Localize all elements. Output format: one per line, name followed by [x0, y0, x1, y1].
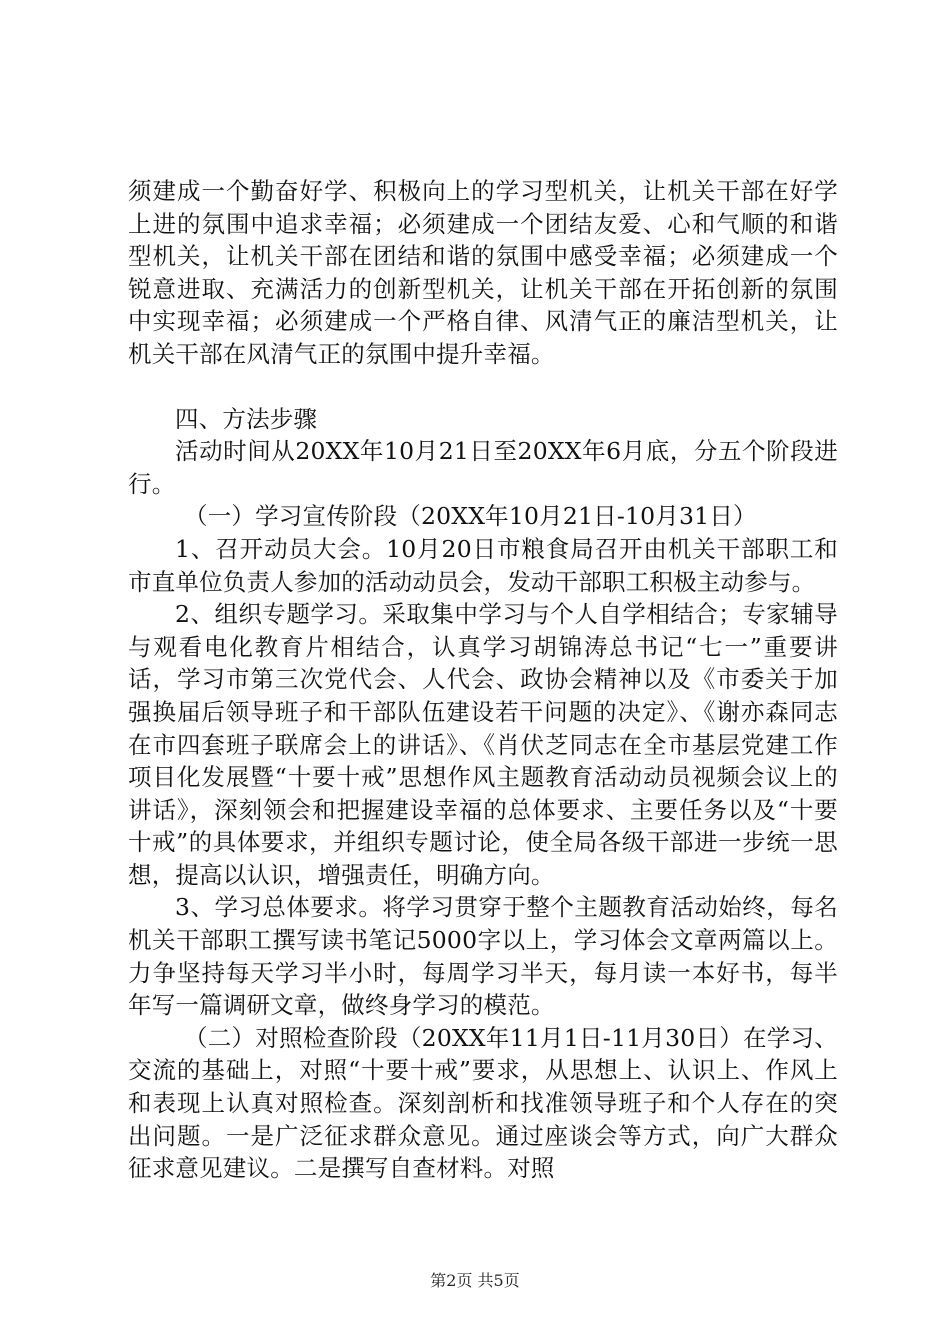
paragraph-study-requirements: 3、学习总体要求。将学习贯穿于整个主题教育活动始终，每名机关干部职工撰写读书笔记5000字以上，学习体会文章两篇以上。力争坚持每天学习半小时，每周学习半天，每月读一本好书，每半年写一篇调研文章，做终身学习的模范。: [128, 893, 838, 1020]
document-body: [128, 175, 838, 1185]
paragraph-self-check-phase: （二）对照检查阶段（20XX年11月1日-11月30日）在学习、交流的基础上，对照“十要十戒”要求，从思想上、认识上、作风上和表现上认真对照检查。深刻剖析和找准领导班子和个人存在的突出问题。一是广泛征求群众意见。通过座谈会等方式，向广大群众征求意见建议。二是撰写自查材料。对照: [128, 1023, 838, 1183]
subheading-study-phase: （一）学习宣传阶段（20XX年10月21日-10月31日）: [184, 502, 757, 531]
paragraph-mobilization-meeting: 1、召开动员大会。10月20日市粮食局召开由机关干部职工和市直单位负责人参加的活动动员会，发动干部职工积极主动参与。: [128, 534, 838, 596]
paragraph-activity-time: 活动时间从20XX年10月21日至20XX年6月底，分五个阶段进行。: [128, 437, 838, 498]
page-footer: 第2页 共5页: [430, 1271, 520, 1290]
paragraph-special-study: 2、组织专题学习。采取集中学习与个人自学相结合；专家辅导与观看电化教育片相结合，认真学习胡锦涛总书记“七一”重要讲话，学习市第三次党代会、人代会、政协会精神以及《市委关于加强换届后领导班子和干部队伍建设若干问题的决定》、《谢亦森同志在市四套班子联席会上的讲话》、《肖伏芝同志在全市基层党建工作项目化发展暨“十要十戒”思想作风主题教育活动动员视频会议上的讲话》，深刻领会和把握建设幸福的总体要求、主要任务以及“十要十戒”的具体要求，并组织专题讨论，使全局各级干部进一步统一思想，提高以认识，增强责任，明确方向。: [128, 600, 838, 889]
paragraph-institution-goals: 须建成一个勤奋好学、积极向上的学习型机关，让机关干部在好学上进的氛围中追求幸福；必须建成一个团结友爱、心和气顺的和谐型机关，让机关干部在团结和谐的氛围中感受幸福；必须建成一个锐意进取、充满活力的创新型机关，让机关干部在开拓创新的氛围中实现幸福；必须建成一个严格自律、风清气正的廉洁型机关，让机关干部在风清气正的氛围中提升幸福。: [128, 177, 838, 368]
section-heading-methods: 四、方法步骤: [175, 404, 318, 433]
